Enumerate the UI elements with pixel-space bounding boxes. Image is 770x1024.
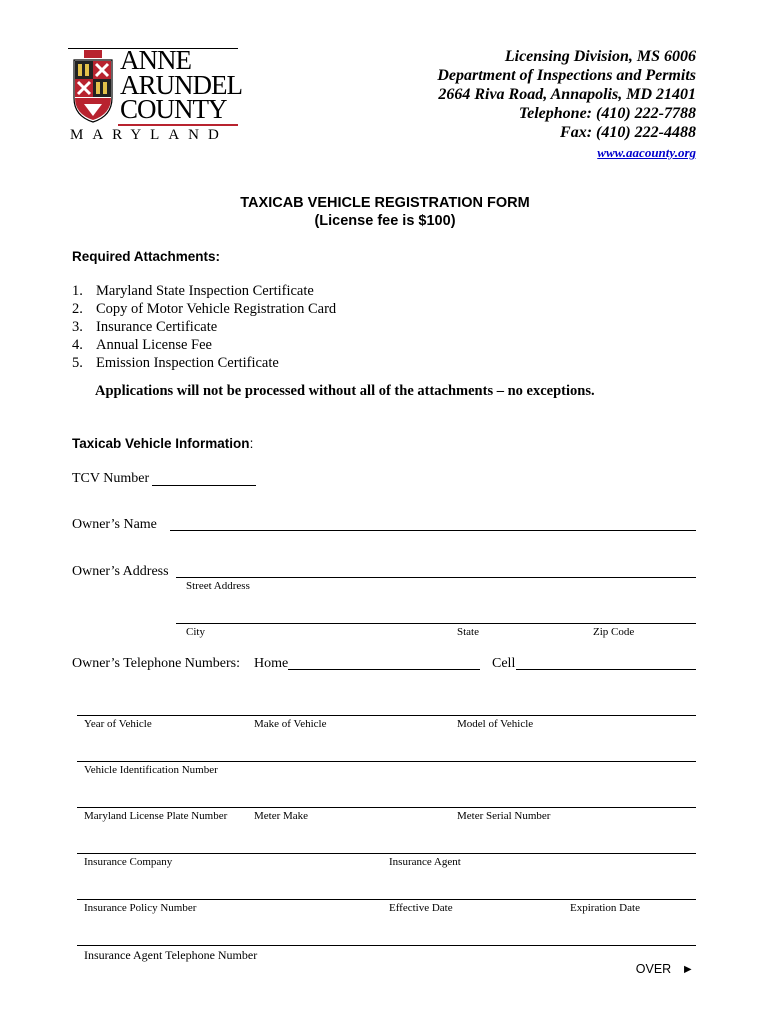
attachments-list xyxy=(72,282,336,372)
header-address xyxy=(437,47,696,142)
city-state-zip-field[interactable] xyxy=(176,623,696,624)
arrow-right-icon: ► xyxy=(681,962,694,976)
attachments-heading: Required Attachments: xyxy=(72,249,221,264)
logo-underline xyxy=(118,124,238,126)
form-subtitle: (License fee is $100) xyxy=(314,213,456,229)
cell-label: Cell xyxy=(492,656,516,671)
street-address-label: Street Address xyxy=(186,580,250,592)
form-title: TAXICAB VEHICLE REGISTRATION FORM xyxy=(240,195,530,211)
logo-line-arundel: ARUNDEL xyxy=(120,70,242,100)
policy-line[interactable] xyxy=(77,899,696,900)
logo-line-anne: ANNE xyxy=(120,45,191,75)
address-line: Fax: (410) 222-4488 xyxy=(560,124,696,141)
tcv-number-field[interactable] xyxy=(152,485,256,486)
agent-telephone-label: Insurance Agent Telephone Number xyxy=(84,948,258,962)
insurance-company-label: Insurance Company xyxy=(84,856,173,868)
expiration-date-label: Expiration Date xyxy=(570,902,640,914)
home-label: Home xyxy=(254,656,289,671)
over-indicator: OVER ► xyxy=(635,962,694,976)
plate-meter-line[interactable] xyxy=(77,807,696,808)
list-item: 3. Insurance Certificate xyxy=(72,319,218,335)
meter-serial-label: Meter Serial Number xyxy=(457,810,551,822)
insurance-agent-label: Insurance Agent xyxy=(389,856,461,868)
list-item: 5. Emission Inspection Certificate xyxy=(72,355,279,371)
telephone-label: Owner’s Telephone Numbers: xyxy=(72,656,241,671)
address-line: Department of Inspections and Permits xyxy=(437,67,696,84)
website-link[interactable]: www.aacounty.org xyxy=(597,145,696,160)
city-label: City xyxy=(186,626,205,638)
address-line: Telephone: (410) 222-7788 xyxy=(518,105,696,122)
home-phone-field[interactable] xyxy=(288,669,480,670)
vehicle-row-line[interactable] xyxy=(77,715,696,716)
vehicle-info-heading: Taxicab Vehicle Information: xyxy=(72,436,254,451)
county-logo xyxy=(68,40,240,150)
owners-name-label: Owner’s Name xyxy=(72,517,157,532)
logo-state: MARYLAND xyxy=(70,127,228,143)
vin-label: Vehicle Identification Number xyxy=(84,764,218,776)
owners-name-field[interactable] xyxy=(170,530,696,531)
warning-text: Applications will not be processed without all of the attachments – no exceptions. xyxy=(95,383,595,399)
zip-code-label: Zip Code xyxy=(593,626,635,638)
list-item: 4. Annual License Fee xyxy=(72,337,212,353)
meter-make-label: Meter Make xyxy=(254,810,309,822)
license-plate-label: Maryland License Plate Number xyxy=(84,810,228,822)
agent-phone-line[interactable] xyxy=(77,945,696,946)
year-of-vehicle-label: Year of Vehicle xyxy=(84,718,152,730)
state-label: State xyxy=(457,626,479,638)
address-line: Licensing Division, MS 6006 xyxy=(504,48,696,65)
insurance-line[interactable] xyxy=(77,853,696,854)
county-seal-icon xyxy=(70,50,116,124)
vin-line[interactable] xyxy=(77,761,696,762)
logo-line-county: COUNTY xyxy=(120,94,227,124)
tcv-number-label: TCV Number xyxy=(72,471,150,486)
owners-address-label: Owner’s Address xyxy=(72,564,169,579)
cell-phone-field[interactable] xyxy=(516,669,696,670)
insurance-policy-label: Insurance Policy Number xyxy=(84,902,197,914)
make-of-vehicle-label: Make of Vehicle xyxy=(254,718,327,730)
effective-date-label: Effective Date xyxy=(389,902,453,914)
address-line: 2664 Riva Road, Annapolis, MD 21401 xyxy=(438,86,696,103)
street-address-field[interactable] xyxy=(176,577,696,578)
model-of-vehicle-label: Model of Vehicle xyxy=(457,718,534,730)
list-item: 1. Maryland State Inspection Certificate xyxy=(72,283,314,299)
list-item: 2. Copy of Motor Vehicle Registration Card xyxy=(72,301,337,317)
